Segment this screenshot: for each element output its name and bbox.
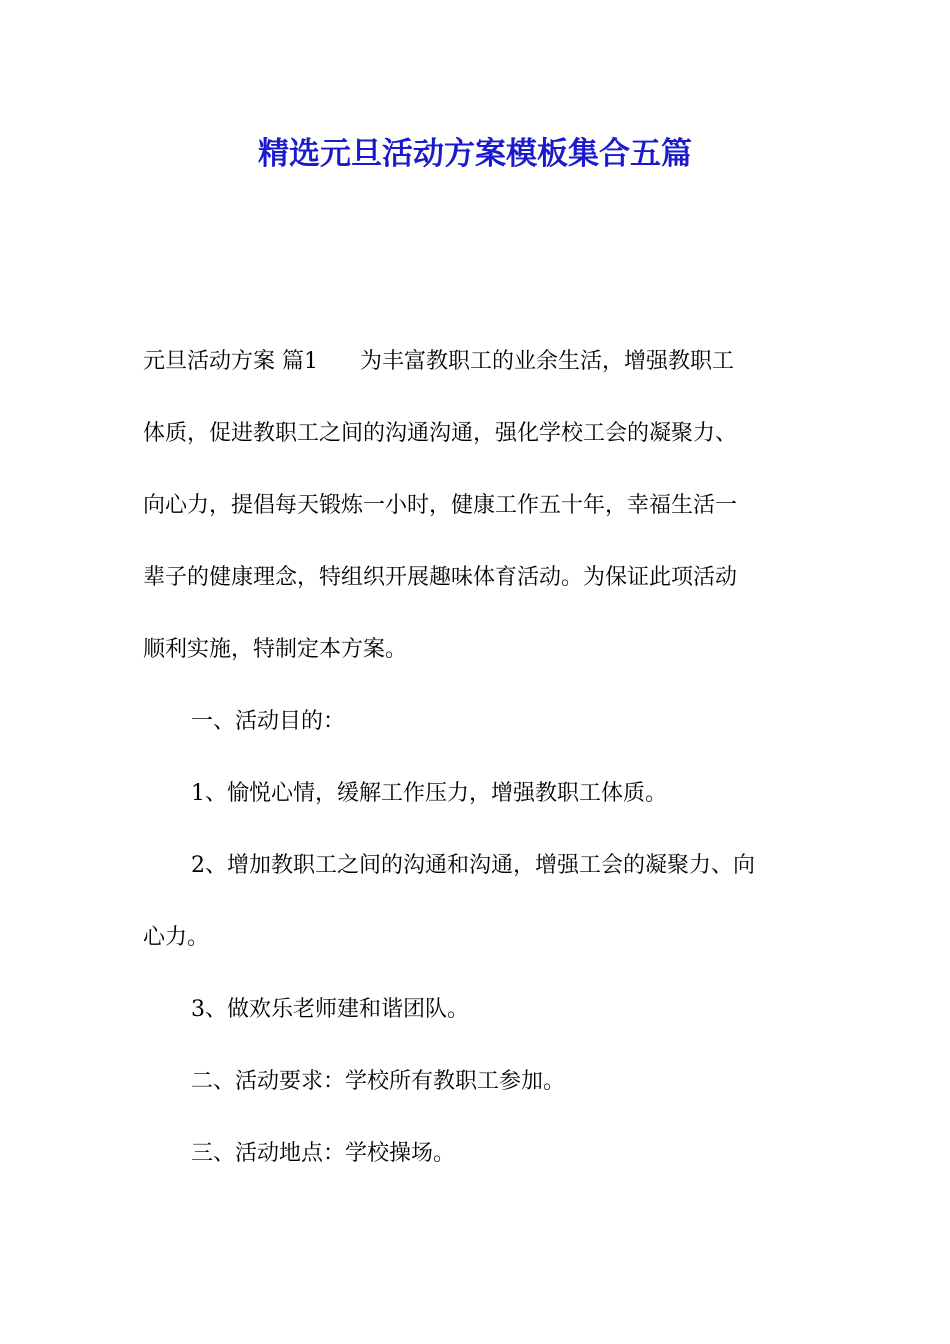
item-purpose-1: 1、愉悦心情，缓解工作压力，增强教职工体质。 — [191, 781, 667, 806]
document-body — [143, 336, 807, 1200]
intro-line-2: 体质，促进教职工之间的沟通沟通，强化学校工会的凝聚力、 — [143, 421, 738, 446]
items-list — [143, 696, 807, 1179]
item-location: 三、活动地点：学校操场。 — [191, 1141, 456, 1166]
section-heading: 元旦活动方案 篇1 — [143, 349, 318, 374]
document-title: 精选元旦活动方案模板集合五篇 — [258, 136, 692, 172]
item-purpose-2: 2、增加教职工之间的沟通和沟通，增强工会的凝聚力、向 — [191, 853, 755, 878]
item-purpose-2-continued: 心力。 — [143, 925, 210, 950]
intro-line-4: 辈子的健康理念，特组织开展趣味体育活动。为保证此项活动 — [143, 565, 738, 590]
item-purpose-3: 3、做欢乐老师建和谐团队。 — [191, 997, 469, 1022]
intro-line-1: 为丰富教职工的业余生活，增强教职工 — [360, 349, 735, 374]
intro-line-5: 顺利实施，特制定本方案。 — [143, 637, 408, 662]
item-heading-purpose: 一、活动目的： — [191, 709, 346, 734]
intro-paragraph — [143, 336, 807, 675]
item-requirements: 二、活动要求：学校所有教职工参加。 — [191, 1069, 566, 1094]
intro-line-3: 向心力，提倡每天锻炼一小时，健康工作五十年，幸福生活一 — [143, 493, 738, 518]
text-line — [143, 336, 807, 387]
